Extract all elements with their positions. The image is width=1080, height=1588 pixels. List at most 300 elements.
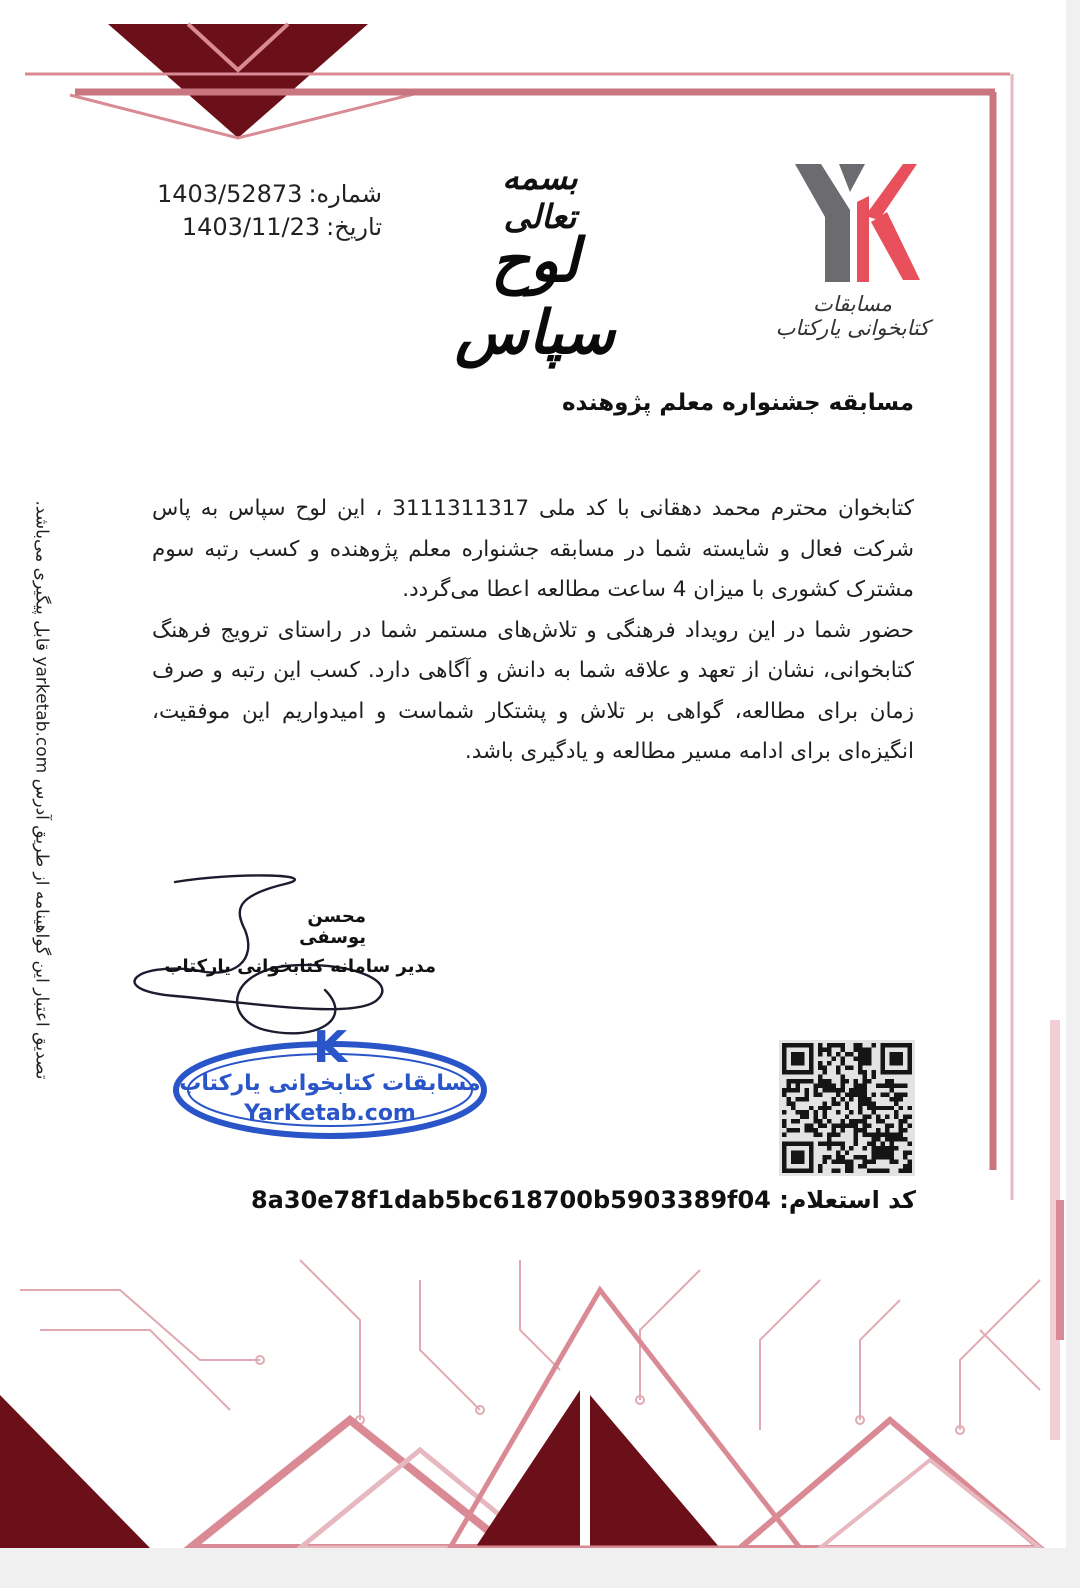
qr-module [858,1092,862,1096]
qr-module [854,1043,858,1047]
qr-module [782,1142,786,1173]
qr-module [831,1133,835,1137]
qr-module [836,1142,840,1146]
qr-module [795,1097,799,1101]
qr-module [840,1088,844,1092]
qr-module [804,1092,808,1096]
qr-module [804,1088,808,1092]
qr-module [840,1160,844,1164]
qr-module [908,1151,912,1155]
certificate-body [152,489,914,773]
qr-module [858,1128,862,1132]
qr-module [818,1092,822,1096]
qr-module [782,1119,786,1123]
qr-module [791,1119,795,1123]
qr-module [903,1115,907,1119]
qr-module [908,1160,912,1164]
qr-module [782,1142,813,1146]
qr-module [786,1097,790,1101]
certificate-title: لوح سپاس [455,226,615,368]
qr-module [894,1083,898,1087]
qr-module [827,1133,831,1137]
qr-module [836,1101,840,1105]
qr-module [804,1115,808,1119]
qr-module [885,1115,889,1119]
certificate-number [140,180,382,208]
qr-module [858,1043,862,1047]
qr-module [818,1133,822,1137]
qr-module [822,1047,826,1051]
qr-module [827,1137,831,1141]
qr-module [849,1092,853,1096]
qr-module [822,1155,826,1159]
qr-module [872,1074,876,1078]
qr-module [863,1097,867,1101]
qr-module [894,1097,898,1101]
qr-module [840,1056,844,1060]
qr-module [840,1079,844,1083]
qr-module [872,1110,876,1114]
qr-module [840,1155,844,1159]
qr-module [836,1133,840,1137]
qr-module [885,1146,889,1150]
qr-module [822,1083,826,1087]
qr-module [903,1083,907,1087]
qr-module [822,1079,826,1083]
qr-module [858,1052,862,1056]
qr-module [782,1088,786,1092]
qr-module [894,1133,898,1137]
qr-module [858,1097,862,1101]
qr-module [836,1151,840,1155]
qr-module [800,1079,804,1083]
qr-module [867,1142,871,1146]
qr-module [903,1164,907,1168]
certificate-date [140,213,382,241]
top-chevron-shape [108,24,368,138]
qr-module [849,1146,853,1150]
qr-module [831,1097,835,1101]
qr-module [845,1151,849,1155]
qr-module [858,1065,862,1069]
qr-module [782,1043,786,1074]
qr-module [876,1169,880,1173]
qr-module [885,1079,889,1083]
qr-module [827,1146,831,1150]
qr-module [890,1052,903,1065]
qr-module [858,1056,862,1060]
qr-module [872,1101,876,1105]
qr-module [827,1155,831,1159]
qr-module [908,1164,912,1168]
qr-module [908,1106,912,1110]
qr-module [786,1088,790,1092]
frame-right-accent-dark [1056,1200,1064,1340]
logo-y-right-arm [839,164,865,192]
qr-module [867,1169,871,1173]
qr-module [813,1119,817,1123]
qr-module [822,1160,826,1164]
qr-module [903,1137,907,1141]
stamp-title: مسابقات کتابخوانی یارکتاب [179,1071,481,1096]
qr-module [899,1083,903,1087]
qr-module [863,1061,867,1065]
qr-module [818,1083,822,1087]
qr-module [791,1052,804,1065]
qr-module [872,1043,876,1047]
qr-module [809,1043,813,1074]
qr-module [786,1079,790,1083]
qr-module [854,1142,858,1146]
qr-module [795,1110,799,1114]
qr-module [867,1106,871,1110]
qr-module [813,1092,817,1096]
qr-module [795,1079,799,1083]
qr-module [908,1124,912,1128]
qr-module [899,1137,903,1141]
qr-module [836,1155,840,1159]
qr-module [849,1169,853,1173]
qr-module [804,1124,808,1128]
qr-module [809,1079,813,1083]
qr-module [804,1128,808,1132]
qr-module [890,1106,894,1110]
qr-module [782,1092,786,1096]
qr-module [840,1146,844,1150]
qr-module [786,1128,790,1132]
qr-module [899,1133,903,1137]
inquiry-code: 8a30e78f1dab5bc618700b5903389f04 [250,1186,771,1214]
qr-module [863,1083,867,1087]
qr-module [858,1047,862,1051]
qr-module [858,1110,862,1114]
qr-module [863,1164,867,1168]
date-label: تاریخ: [326,213,382,241]
qr-module [890,1097,894,1101]
qr-module [899,1124,903,1128]
qr-module [881,1146,885,1150]
qr-module [885,1083,889,1087]
qr-module [881,1155,885,1159]
qr-module [827,1088,831,1092]
qr-module [782,1070,813,1074]
qr-module [885,1128,889,1132]
qr-module [908,1142,912,1146]
qr-module [836,1043,840,1047]
qr-module [836,1088,840,1092]
qr-module [881,1043,885,1074]
qr-module [863,1101,867,1105]
qr-module [840,1128,844,1132]
qr-module [876,1155,880,1159]
qr-module [903,1128,907,1132]
qr-module [782,1133,786,1137]
qr-module [804,1097,808,1101]
qr-module [894,1146,898,1150]
qr-module [813,1115,817,1119]
qr-module [876,1146,880,1150]
qr-module [863,1047,867,1051]
qr-module [885,1106,889,1110]
qr-module [822,1101,826,1105]
qr-module [881,1169,885,1173]
qr-module [849,1119,853,1123]
qr-module [831,1056,835,1060]
qr-module [845,1106,849,1110]
qr-module [863,1092,867,1096]
qr-module [795,1128,799,1132]
qr-module [885,1155,889,1159]
qr-module [791,1151,804,1164]
qr-module [899,1106,903,1110]
qr-module [899,1169,903,1173]
qr-module [840,1124,844,1128]
qr-module [818,1106,822,1110]
competition-name: مسابقه جشنواره معلم پژوهنده [561,390,914,416]
qr-module [795,1119,799,1123]
qr-module [831,1169,835,1173]
qr-module [813,1083,817,1087]
qr-module [881,1106,885,1110]
qr-module [818,1124,822,1128]
qr-code [779,1040,915,1176]
qr-module [854,1056,858,1060]
qr-module [854,1047,858,1051]
qr-module [791,1101,795,1105]
qr-module [813,1128,817,1132]
qr-module [885,1092,889,1096]
stamp-url: YarKetab.com [244,1101,416,1126]
qr-module [876,1083,880,1087]
qr-module [867,1160,871,1164]
qr-module [867,1056,871,1060]
qr-module [854,1083,858,1087]
logo-k-lower [871,212,920,280]
qr-module [818,1079,822,1083]
qr-module [818,1052,822,1056]
qr-module [903,1092,907,1096]
qr-module [849,1052,853,1056]
qr-module [791,1079,795,1083]
qr-module [908,1043,912,1074]
qr-module [840,1119,844,1123]
qr-module [890,1160,894,1164]
qr-module [872,1160,876,1164]
qr-module [818,1169,822,1173]
qr-module [867,1079,871,1083]
qr-module [899,1128,903,1132]
qr-module [854,1155,858,1159]
qr-module [818,1047,822,1051]
qr-module [786,1083,790,1087]
qr-module [818,1074,822,1078]
qr-module [863,1124,867,1128]
logo-k-stem [857,196,869,282]
qr-module [863,1052,867,1056]
qr-module [800,1097,804,1101]
qr-module [867,1052,871,1056]
qr-module [890,1088,894,1092]
qr-module [818,1142,822,1146]
qr-module [876,1106,880,1110]
qr-module [872,1092,876,1096]
qr-module [791,1088,795,1092]
qr-module [845,1160,849,1164]
qr-module [854,1137,858,1141]
qr-module [890,1155,894,1159]
qr-module [795,1088,799,1092]
qr-module [876,1137,880,1141]
logo-k-upper [865,164,917,220]
qr-module [894,1110,898,1114]
qr-module [845,1092,849,1096]
qr-module [849,1164,853,1168]
qr-module [827,1106,831,1110]
qr-module [822,1142,826,1146]
qr-module [845,1065,849,1069]
qr-module [827,1119,831,1123]
qr-module [782,1169,813,1173]
qr-module [822,1070,826,1074]
qr-module [831,1142,835,1146]
qr-module [867,1101,871,1105]
qr-module [836,1065,840,1069]
qr-module [804,1110,808,1114]
qr-module [854,1124,858,1128]
qr-module [903,1155,907,1159]
qr-module [840,1074,844,1078]
qr-module [845,1164,849,1168]
stamp-letter: K [312,1022,348,1073]
qr-module [854,1088,858,1092]
qr-module [818,1061,822,1065]
qr-module [858,1119,862,1123]
qr-module [903,1119,907,1123]
qr-module [827,1079,831,1083]
qr-module [908,1169,912,1173]
qr-module [890,1133,894,1155]
qr-module [845,1052,849,1056]
qr-module [840,1097,844,1101]
qr-module [827,1047,831,1051]
qr-module [863,1119,867,1123]
qr-module [849,1110,853,1114]
qr-module [845,1101,849,1105]
qr-module [795,1083,799,1087]
qr-module [822,1106,826,1110]
qr-module [822,1115,826,1119]
number-value: 1403/52873 [156,180,303,208]
qr-module [836,1124,840,1128]
qr-module [881,1070,912,1074]
qr-module [894,1092,898,1096]
qr-module [822,1110,826,1114]
qr-module [908,1115,912,1119]
qr-module [885,1137,889,1141]
qr-module [818,1065,822,1069]
qr-module [845,1079,849,1083]
qr-module [845,1124,849,1128]
qr-module [782,1043,813,1047]
qr-module [854,1133,858,1137]
qr-module [863,1079,867,1083]
qr-module [872,1106,876,1110]
qr-module [863,1128,867,1132]
qr-module [809,1128,813,1132]
qr-module [782,1124,786,1128]
qr-module [894,1160,898,1164]
qr-module [786,1101,790,1105]
qr-module [881,1043,912,1047]
official-stamp [170,1018,490,1143]
qr-module [863,1155,867,1159]
qr-module [854,1092,858,1096]
signer-role: مدیر سامانه کتابخوانی یارکتاب [164,956,436,977]
qr-module [863,1056,867,1060]
verification-note-text: تصدیق اعتبار این گواهینامه از طریق آدرس yarketab.com قابل پیگیری می‌باشد. [31,500,51,1080]
qr-module [894,1115,898,1119]
qr-module [836,1160,840,1164]
qr-module [840,1047,844,1051]
bottom-left-triangle [0,1395,150,1548]
qr-module [813,1088,817,1092]
qr-module [890,1079,894,1083]
qr-module [867,1047,871,1051]
qr-module [863,1088,867,1092]
qr-module [849,1065,853,1069]
qr-module [831,1124,835,1128]
inquiry-code-line [240,1186,916,1214]
verification-note [22,455,60,1125]
qr-module [854,1128,858,1132]
qr-module [836,1070,840,1074]
qr-module [858,1164,862,1168]
qr-module [903,1151,907,1155]
qr-module [822,1065,826,1069]
qr-module [903,1169,907,1173]
qr-module [840,1083,844,1087]
qr-module [867,1124,871,1128]
qr-module [845,1169,849,1173]
qr-module [858,1083,862,1087]
qr-module [872,1070,876,1074]
inquiry-label: کد استعلام: [779,1186,916,1214]
qr-module [858,1106,862,1110]
qr-module [782,1110,786,1114]
logo-y-shape [795,164,850,282]
qr-module [800,1110,804,1114]
qr-module [836,1092,840,1096]
qr-module [813,1133,817,1137]
qr-module [809,1106,813,1110]
qr-module [876,1128,880,1132]
qr-module [854,1119,858,1123]
qr-module [854,1079,858,1083]
qr-module [809,1124,813,1128]
qr-module [840,1061,844,1065]
qr-module [831,1128,835,1132]
qr-module [809,1142,813,1173]
qr-module [858,1088,862,1092]
qr-module [881,1142,885,1146]
qr-module [827,1043,831,1047]
date-value: 1403/11/23 [181,213,321,241]
qr-module [885,1124,889,1128]
qr-module [894,1137,898,1141]
qr-module [831,1043,835,1047]
qr-module [827,1061,831,1065]
qr-module [863,1074,867,1078]
